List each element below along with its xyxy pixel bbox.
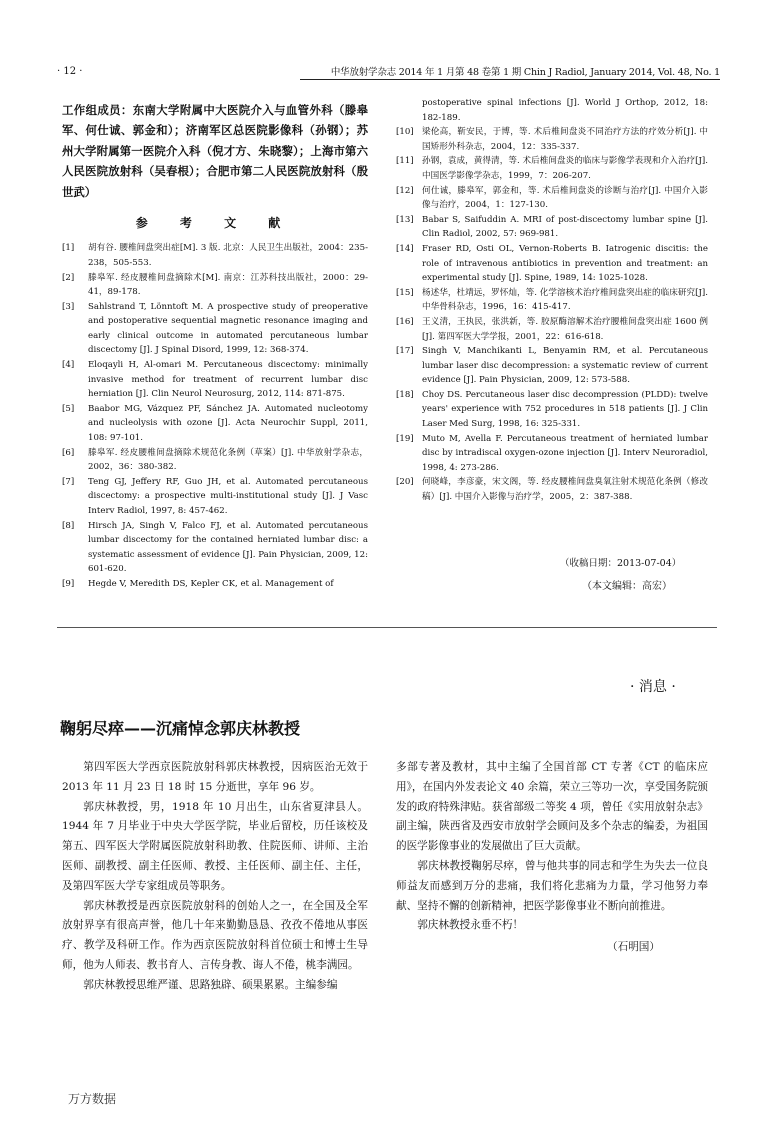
reference-number: [18] [396, 389, 414, 400]
reference-item [62, 402, 368, 446]
references-title: 参 考 文 献 [135, 216, 295, 231]
obituary-paragraph: 郭庆林教授永垂不朽！ [417, 919, 524, 932]
reference-item [396, 213, 708, 242]
obituary-paragraph: 第四军医大学西京医院放射科郭庆林教授，因病医治无效于 2013 年 11 月 23 日 18 时 15 分逝世，享年 96 岁。 [62, 761, 368, 793]
reference-number: [3] [62, 301, 75, 312]
reference-number: [12] [396, 185, 414, 196]
reference-number: [20] [396, 477, 414, 488]
reference-text: Teng GJ, Jeffery RF, Guo JH, et al. Automated percutaneous discectomy: a prospective multi-institutional study [J]. J Vasc Interv Radiol, 1997, 8: 457-462. [88, 476, 368, 517]
obituary-paragraph: 郭庆林教授思维严谨、思路独辟、硕果累累。主编参编 [83, 978, 338, 991]
reference-text: 滕皋军. 经皮腰椎间盘摘除术规范化条例（草案）[J]. 中华放射学杂志，2002，36：380-382. [88, 447, 368, 473]
reference-number: [8] [62, 520, 75, 531]
right-column [396, 96, 708, 505]
reference-number: [6] [62, 447, 75, 458]
section-divider [57, 627, 717, 628]
reference-item [62, 446, 368, 475]
reference-number: [17] [396, 346, 414, 357]
obituary-paragraph: 郭庆林教授，男，1918 年 10 月出生，山东省夏津县人。1944 年 7 月毕业于中央大学医学院，毕业后留校，历任该校及第五、四军医大学附属医院放射科助教、住院医师、讲师、主治医师、副教授、副主任医师、教授、主任医师、副主任、主任，及第四军医大学专家组成员等职务。 [62, 800, 368, 892]
reference-number: [13] [396, 214, 414, 225]
reference-number: [19] [396, 433, 414, 444]
reference-text: Singh V, Manchikanti L, Benyamin RM, et al. Percutaneous lumbar laser disc decompression: a systematic review of current evidence [J]. Pain Physician, 2009, 12: 573-588. [422, 346, 708, 386]
reference-item [396, 242, 708, 286]
reference-text: 何仕诚，滕皋军，郭金和，等. 术后椎间盘炎的诊断与治疗[J]. 中国介入影像与治疗，2004，1：127-130. [422, 185, 708, 211]
reference-item [396, 96, 708, 125]
reference-item [62, 358, 368, 402]
reference-item [396, 154, 708, 183]
reference-item [62, 519, 368, 577]
reference-number: [7] [62, 476, 75, 487]
reference-text: 滕皋军. 经皮腰椎间盘摘除术[M]. 南京：江苏科技出版社，2000：29-41，89-178. [88, 272, 368, 298]
reference-item [396, 475, 708, 504]
reference-text: 胡有谷. 腰椎间盘突出症[M]. 3 版. 北京：人民卫生出版社，2004：235-238，505-553. [88, 243, 368, 268]
obituary-title: 鞠躬尽瘁——沉痛悼念郭庆林教授 [60, 719, 301, 738]
reference-text: Baabor MG, Vázquez PF, Sánchez JA. Automated nucleotomy and nucleolysis with ozone [J]. Acta Neurochir Suppl, 2011, 108: 97-101. [88, 403, 368, 444]
page-number: · 12 · [57, 66, 83, 77]
reference-item [62, 475, 368, 519]
reference-number: [5] [62, 403, 75, 414]
reference-number: [10] [396, 127, 414, 138]
working-group: 工作组成员：东南大学附属中大医院介入与血管外科（滕皋军、何仕诚、郭金和）；济南军区总医院影像科（孙钢）；苏州大学附属第一医院介入科（倪才方、朱晓黎）；上海市第六人民医院放射科（吴春根）；合肥市第二人民医院放射科（殷世武） [62, 103, 368, 199]
watermark: 万方数据 [68, 1092, 117, 1106]
reference-item [396, 315, 708, 344]
reference-text: 杨述华，杜靖远，罗怀灿，等. 化学溶核术治疗椎间盘突出症的临床研究[J]. 中华骨科杂志，1996，16：415-417. [422, 287, 708, 313]
reference-number: [9] [62, 578, 75, 589]
reference-item [396, 286, 708, 315]
reference-item [396, 125, 708, 154]
reference-item [396, 344, 708, 388]
reference-text: 何晓峰，李彦豪，宋文阁，等. 经皮腰椎间盘臭氧注射术规范化条例（修改稿）[J]. 中国介入影像与治疗学，2005，2：387-388. [422, 477, 708, 503]
reference-item [396, 388, 708, 432]
reference-number: [1] [62, 243, 75, 254]
reference-number: [15] [396, 287, 414, 298]
reference-text: 梁伦高，靳安民，于博，等. 术后椎间盘炎不同治疗方法的疗效分析[J]. 中国矫形外科杂志，2004，12：335-337. [422, 127, 708, 152]
references-list-left [62, 241, 368, 591]
reference-number: [2] [62, 272, 75, 283]
reference-text: 孙钢，袁成，黄得清，等. 术后椎间盘炎的临床与影像学表现和介入治疗[J]. 中国医学影像学杂志，1999，7：206-207. [422, 156, 708, 181]
reference-item [396, 184, 708, 213]
reference-item [62, 577, 368, 592]
reference-text: Muto M, Avella F. Percutaneous treatment of herniated lumbar disc by intradiscal oxygen-ozone injection [J]. Interv Neuroradiol, 1998, 4: 273-286. [422, 433, 708, 473]
reference-text: Sahlstrand T, Lönntoft M. A prospective study of preoperative and postoperative sequential magnetic resonance imaging and early clinical outcome in automated percutaneous lumbar discectomy [J]. J Spinal Disord, 1999, 12: 368-374. [88, 301, 368, 356]
obituary-left-column [62, 758, 368, 996]
reference-text: Eloqayli H, Al-omari M. Percutaneous discectomy: minimally invasive method for treatment of recurrent lumbar disc herniation [J]. Clin Neurol Neurosurg, 2012, 114: 871-875. [88, 360, 368, 400]
reference-text: 王义清，王执民，张洪新，等. 胶原酶溶解术治疗腰椎间盘突出症 1600 例[J]. 第四军医大学学报，2001，22：616-618. [422, 316, 708, 342]
obituary-paragraph: 多部专著及教材，其中主编了全国首部 CT 专著《CT 的临床应用》，在国内外发表论文 40 余篇，荣立三等功一次，享受国务院颁发的政府特殊津贴。获省部级二等奖 4 项，曾任《实用放射杂志》副主编，陕西省及西安市放射学会顾问及多个杂志的编委，为祖国的医学影像事业的发展做出了巨大贡献。 [396, 761, 708, 853]
reference-text: Babar S, Saifuddin A. MRI of post-discectomy lumbar spine [J]. Clin Radiol, 2002, 57: 969-981. [422, 214, 708, 240]
reference-number [396, 96, 422, 125]
reference-item [396, 432, 708, 476]
section-tag: · 消息 · [630, 679, 676, 695]
reference-text: Choy DS. Percutaneous laser disc decompression (PLDD): twelve years' experience with 752 procedures in 518 patients [J]. J Clin Laser Med Surg, 1998, 16: 325-331. [422, 389, 708, 430]
left-column [62, 100, 368, 592]
reference-number: [4] [62, 360, 75, 371]
reference-item [62, 271, 368, 300]
reference-number: [16] [396, 316, 414, 327]
obituary-paragraph: 郭庆林教授是西京医院放射科的创始人之一，在全国及全军放射界享有很高声誉，他几十年来勤勤恳恳、孜孜不倦地从事医疗、教学及科研工作。作为西京医院放射科首位硕士和博士生导师，他为人师表、教书育人、言传身教、诲人不倦，桃李满园。 [62, 899, 368, 971]
reference-text: Fraser RD, Osti OL, Vernon-Roberts B. Iatrogenic discitis: the role of intravenous antibiotics in prevention and treatment: an experimental study [J]. Spine, 1989, 14: 1025-1028. [422, 243, 708, 284]
obituary-right-column [396, 758, 708, 958]
references-list-right [396, 96, 708, 505]
editor-credit: （本文编辑：高宏） [582, 581, 672, 592]
reference-number: [14] [396, 243, 414, 254]
reference-number: [11] [396, 156, 414, 167]
reference-text: Hegde V, Meredith DS, Kepler CK, et al. Management of [88, 578, 334, 589]
reference-item [62, 300, 368, 358]
obituary-paragraph: 郭庆林教授鞠躬尽瘁，曾与他共事的同志和学生为失去一位良师益友而感到万分的悲痛，我们将化悲痛为力量，学习他努力奉献、坚持不懈的创新精神，把医学影像事业不断向前推进。 [396, 859, 708, 912]
reference-text: postoperative spinal infections [J]. World J Orthop, 2012, 18: 182-189. [422, 98, 708, 123]
reference-text: Hirsch JA, Singh V, Falco FJ, et al. Automated percutaneous lumbar discectomy for the contained herniated lumbar disc: a systematic assessment of evidence [J]. Pain Physician, 2009, 12: 601-620. [88, 520, 368, 575]
reference-item [62, 241, 368, 270]
received-date: （收稿日期：2013-07-04） [560, 558, 682, 569]
running-head: 中华放射学杂志 2014 年 1 月第 48 卷第 1 期 Chin J Radiol, January 2014, Vol. 48, No. 1 [300, 64, 720, 80]
obituary-signature: （石明国） [607, 941, 660, 954]
